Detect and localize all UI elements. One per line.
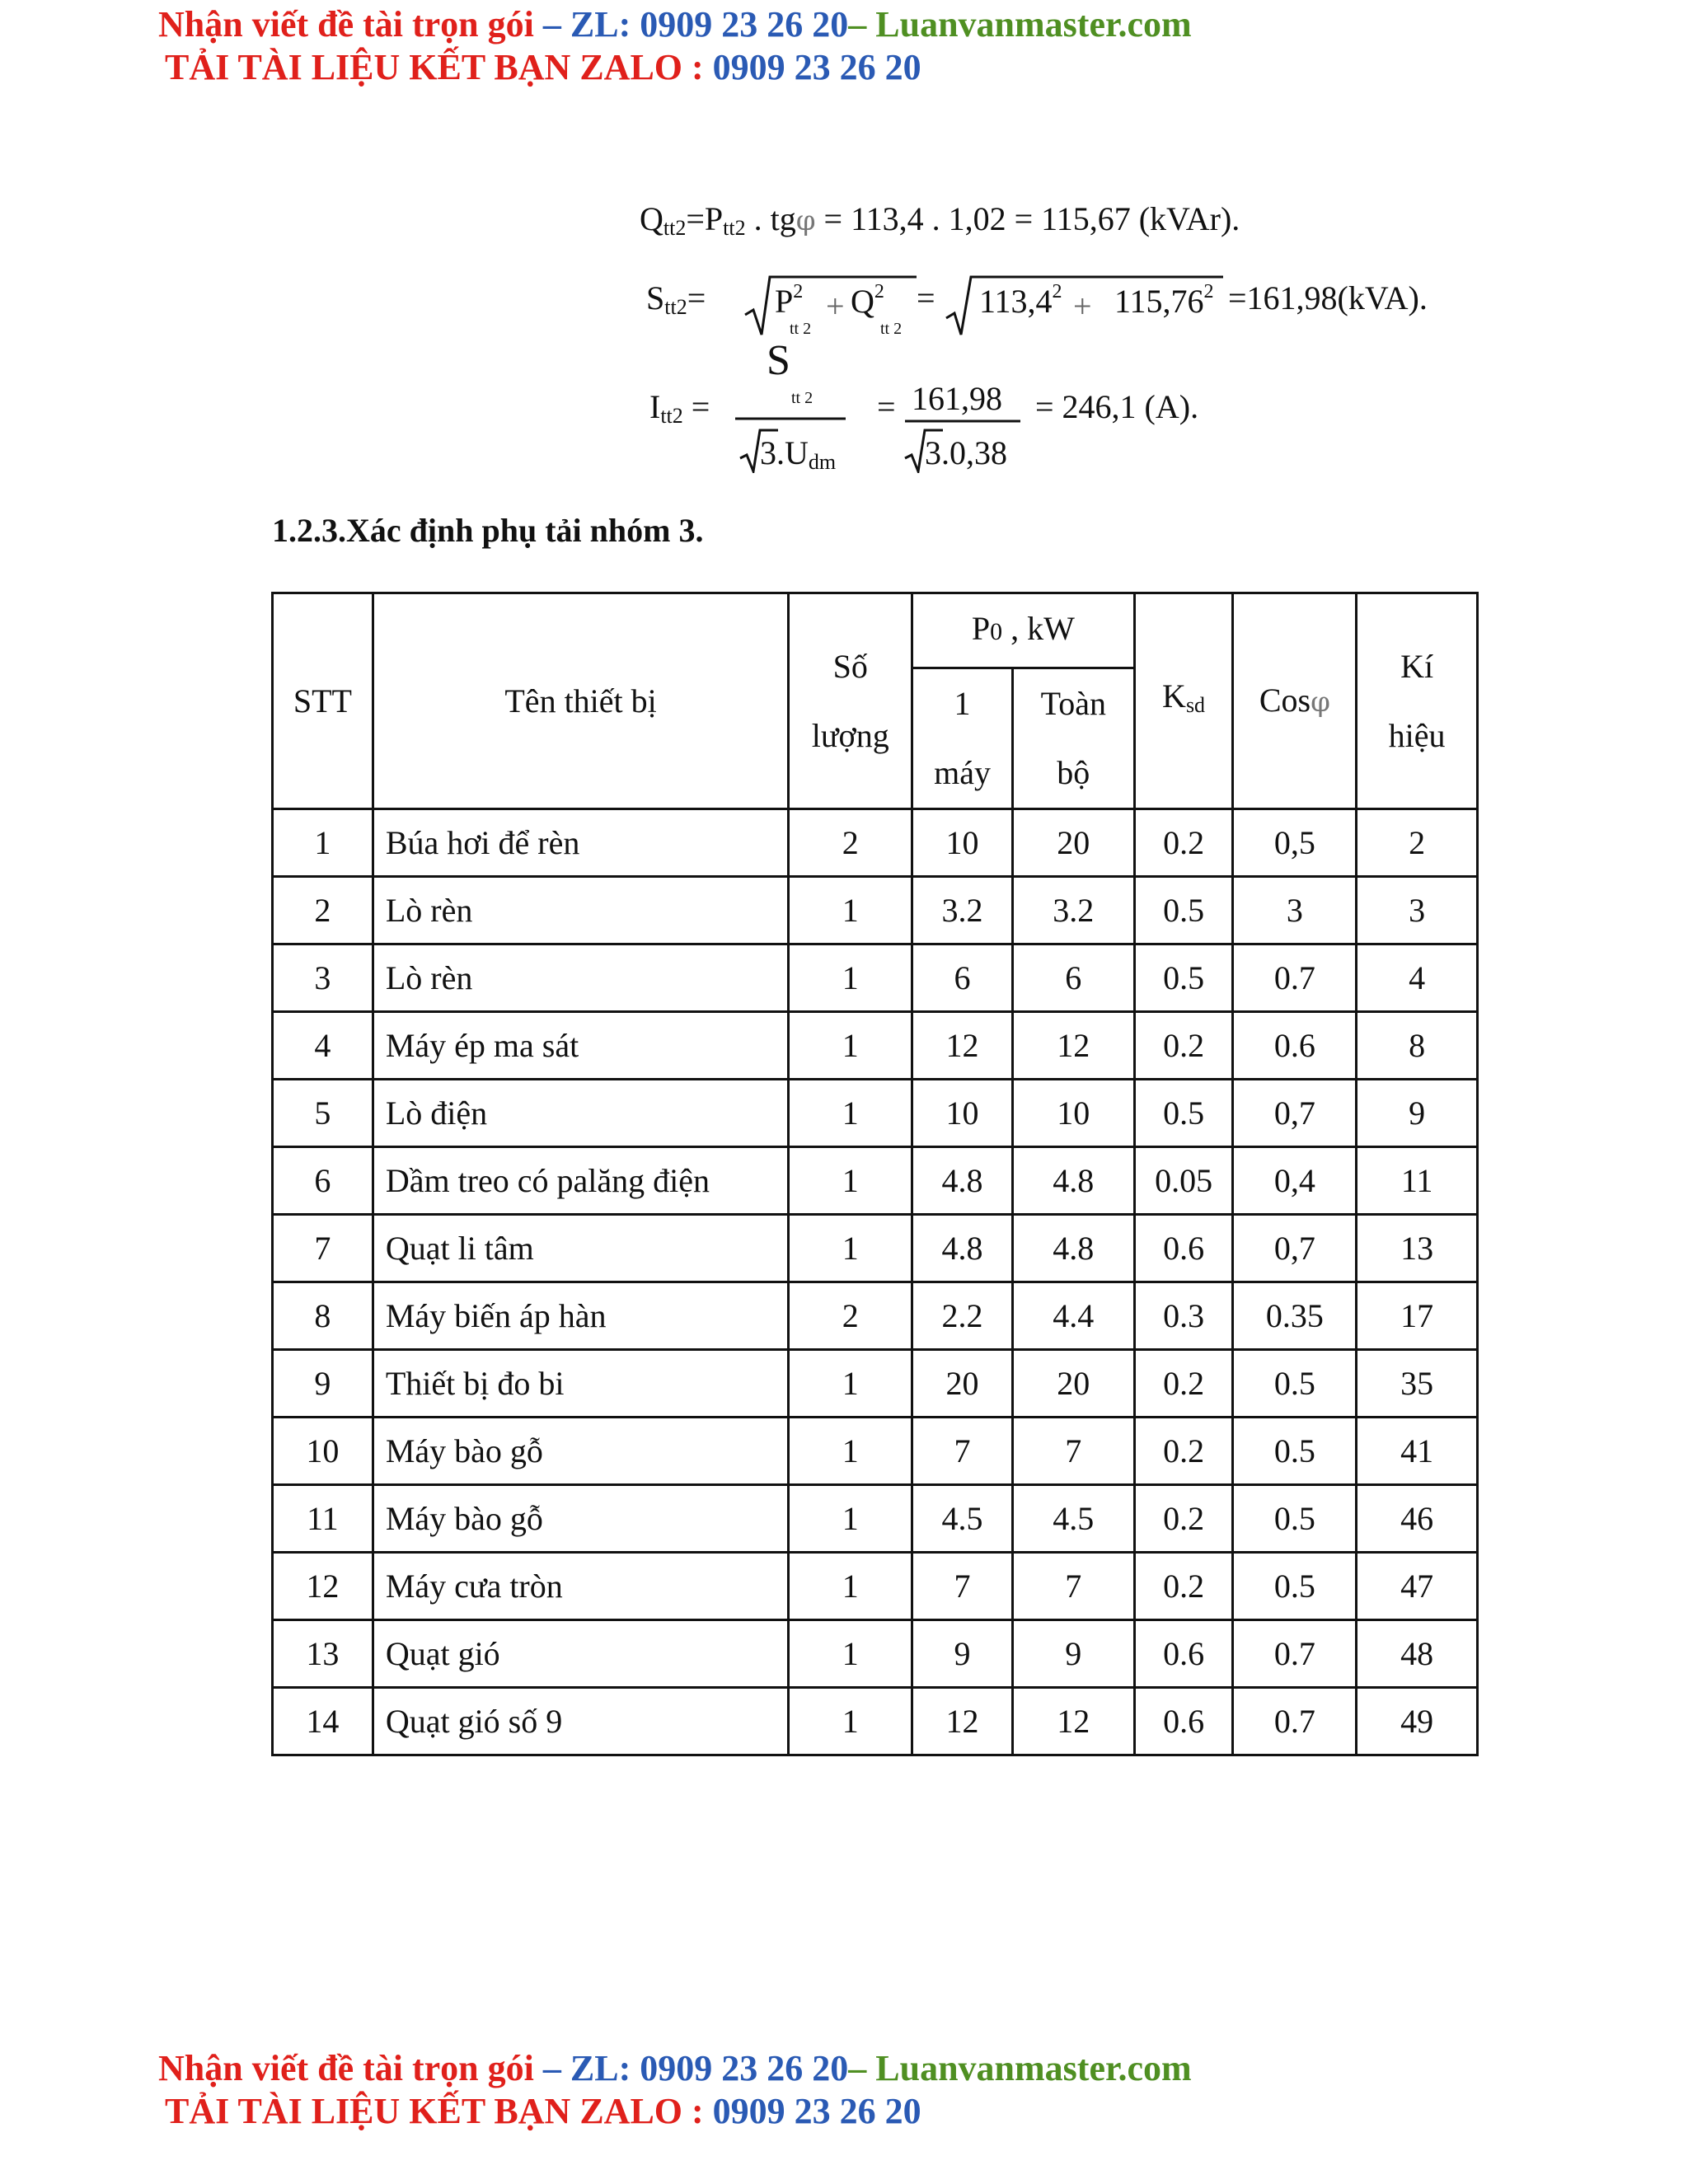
cell-qty: 1 bbox=[789, 1080, 912, 1147]
cell-cos: 0,4 bbox=[1233, 1147, 1357, 1215]
header-stt: STT bbox=[273, 593, 373, 809]
header-power-unit: , kW bbox=[1002, 610, 1075, 647]
s-q: Q bbox=[851, 283, 874, 320]
cell-p1: 12 bbox=[912, 1688, 1013, 1755]
cell-ksd: 0.6 bbox=[1134, 1215, 1233, 1282]
table-row bbox=[273, 1215, 1478, 1282]
cell-qty: 1 bbox=[789, 1688, 912, 1755]
cell-qty: 1 bbox=[789, 1553, 912, 1620]
cell-sym: 49 bbox=[1357, 1688, 1478, 1755]
cell-sym: 46 bbox=[1357, 1485, 1478, 1553]
i-sub: tt2 bbox=[660, 404, 683, 428]
cell-name: Búa hơi để rèn bbox=[373, 809, 789, 877]
footer-download-text: TẢI TÀI LIỆU KẾT BẠN ZALO : bbox=[165, 2091, 704, 2131]
i-den-sub: dm bbox=[808, 450, 837, 474]
cell-sym: 11 bbox=[1357, 1147, 1478, 1215]
s-eq2: = bbox=[917, 279, 935, 316]
formula-q bbox=[640, 200, 1240, 240]
cell-cos: 0,5 bbox=[1233, 809, 1357, 877]
i-den: 3.U bbox=[760, 434, 809, 471]
cell-p1: 9 bbox=[912, 1620, 1013, 1688]
table-row bbox=[273, 1350, 1478, 1418]
q-rest: = 113,4 . 1,02 = 115,67 (kVAr). bbox=[815, 200, 1240, 237]
footer-service-text: Nhận viết đề tài trọn gói bbox=[158, 2048, 534, 2088]
header-service-text: Nhận viết đề tài trọn gói bbox=[158, 4, 534, 45]
cell-name: Máy bào gỗ bbox=[373, 1485, 789, 1553]
cell-name: Dầm treo có palăng điện bbox=[373, 1147, 789, 1215]
header-quantity-line2: lượng bbox=[811, 716, 889, 754]
header-total-line1: Toàn bbox=[1040, 685, 1106, 722]
equipment-table bbox=[271, 592, 1479, 1756]
cell-cos: 0.6 bbox=[1233, 1012, 1357, 1080]
cell-ksd: 0.05 bbox=[1134, 1147, 1233, 1215]
cell-sym: 3 bbox=[1357, 877, 1478, 944]
header-banner-line2 bbox=[165, 49, 921, 86]
header-ksd bbox=[1134, 593, 1233, 809]
cell-pall: 4.8 bbox=[1012, 1147, 1134, 1215]
cell-pall: 7 bbox=[1012, 1418, 1134, 1485]
cell-ksd: 0.2 bbox=[1134, 809, 1233, 877]
cell-p1: 10 bbox=[912, 1080, 1013, 1147]
cell-p1: 20 bbox=[912, 1350, 1013, 1418]
cell-cos: 0.5 bbox=[1233, 1418, 1357, 1485]
i-numerator-2: 161,98 bbox=[912, 380, 1002, 417]
cell-stt: 13 bbox=[273, 1620, 373, 1688]
cell-p1: 6 bbox=[912, 944, 1013, 1012]
cell-p1: 10 bbox=[912, 809, 1013, 877]
cell-pall: 20 bbox=[1012, 1350, 1134, 1418]
s-plus-2: + bbox=[1073, 288, 1092, 325]
i-eq: = bbox=[682, 388, 710, 425]
table-row bbox=[273, 1080, 1478, 1147]
header-total bbox=[1012, 668, 1134, 809]
header-symbol bbox=[1357, 593, 1478, 809]
footer-phone-text: 0909 23 26 20 bbox=[703, 2091, 921, 2131]
header-zalo-text: – ZL: 0909 23 26 20 bbox=[533, 4, 849, 45]
i-result: = 246,1 (A). bbox=[1035, 388, 1199, 425]
header-website-text: – Luanvanmaster.com bbox=[848, 4, 1192, 45]
cell-sym: 2 bbox=[1357, 809, 1478, 877]
header-download-text: TẢI TÀI LIỆU KẾT BẠN ZALO : bbox=[165, 47, 704, 87]
cell-qty: 2 bbox=[789, 1282, 912, 1350]
cell-cos: 0.5 bbox=[1233, 1485, 1357, 1553]
cell-ksd: 0.5 bbox=[1134, 877, 1233, 944]
cell-sym: 47 bbox=[1357, 1553, 1478, 1620]
table-row bbox=[273, 809, 1478, 877]
cell-qty: 1 bbox=[789, 944, 912, 1012]
cell-stt: 2 bbox=[273, 877, 373, 944]
q-eq: =P bbox=[686, 200, 724, 237]
cell-sym: 9 bbox=[1357, 1080, 1478, 1147]
cell-stt: 5 bbox=[273, 1080, 373, 1147]
cell-ksd: 0.6 bbox=[1134, 1688, 1233, 1755]
table-row bbox=[273, 1147, 1478, 1215]
cell-cos: 0.7 bbox=[1233, 1620, 1357, 1688]
cell-qty: 1 bbox=[789, 1418, 912, 1485]
cell-sym: 41 bbox=[1357, 1418, 1478, 1485]
fraction-bar-2 bbox=[903, 419, 1024, 424]
cell-stt: 7 bbox=[273, 1215, 373, 1282]
q-tg: . tg bbox=[745, 200, 796, 237]
cell-cos: 0.5 bbox=[1233, 1350, 1357, 1418]
cell-pall: 3.2 bbox=[1012, 877, 1134, 944]
table-row bbox=[273, 1688, 1478, 1755]
cell-qty: 1 bbox=[789, 1215, 912, 1282]
table-row bbox=[273, 1012, 1478, 1080]
cell-qty: 2 bbox=[789, 809, 912, 877]
header-phone-text: 0909 23 26 20 bbox=[703, 47, 921, 87]
footer-website-text: – Luanvanmaster.com bbox=[848, 2048, 1192, 2088]
cell-name: Quạt gió bbox=[373, 1620, 789, 1688]
header-power bbox=[912, 593, 1135, 668]
cell-qty: 1 bbox=[789, 1012, 912, 1080]
cell-pall: 4.8 bbox=[1012, 1215, 1134, 1282]
s-q-tt: tt 2 bbox=[880, 320, 903, 338]
s-p: P bbox=[775, 283, 794, 320]
cell-cos: 0.7 bbox=[1233, 1688, 1357, 1755]
cell-pall: 4.5 bbox=[1012, 1485, 1134, 1553]
footer-zalo-text: – ZL: 0909 23 26 20 bbox=[533, 2048, 849, 2088]
s-p-sq: 2 bbox=[793, 281, 804, 302]
table-row bbox=[273, 1418, 1478, 1485]
header-banner-line1 bbox=[158, 4, 1192, 45]
table-row bbox=[273, 1485, 1478, 1553]
cell-pall: 7 bbox=[1012, 1553, 1134, 1620]
cell-p1: 3.2 bbox=[912, 877, 1013, 944]
cell-stt: 10 bbox=[273, 1418, 373, 1485]
header-one-line1: 1 bbox=[954, 685, 971, 722]
s-sub: tt2 bbox=[664, 295, 687, 319]
cell-p1: 7 bbox=[912, 1553, 1013, 1620]
table-row bbox=[273, 1620, 1478, 1688]
cell-sym: 35 bbox=[1357, 1350, 1478, 1418]
header-cos bbox=[1233, 593, 1357, 809]
cell-stt: 8 bbox=[273, 1282, 373, 1350]
cell-stt: 3 bbox=[273, 944, 373, 1012]
cell-pall: 6 bbox=[1012, 944, 1134, 1012]
table-row bbox=[273, 1553, 1478, 1620]
footer-banner-line2 bbox=[165, 2093, 921, 2130]
i-denominator bbox=[760, 434, 837, 474]
s-result: =161,98(kVA). bbox=[1228, 279, 1428, 316]
cell-stt: 6 bbox=[273, 1147, 373, 1215]
cell-pall: 4.4 bbox=[1012, 1282, 1134, 1350]
s-radicand-2 bbox=[979, 282, 1062, 318]
cell-stt: 14 bbox=[273, 1688, 373, 1755]
s-q-block bbox=[851, 282, 884, 318]
header-symbol-line1: Kí bbox=[1400, 647, 1434, 685]
s-v2-block bbox=[1114, 282, 1214, 318]
phi-symbol-header: φ bbox=[1311, 685, 1330, 719]
cell-qty: 1 bbox=[789, 877, 912, 944]
cell-ksd: 0.3 bbox=[1134, 1282, 1233, 1350]
cell-qty: 1 bbox=[789, 1620, 912, 1688]
header-symbol-line2: hiệu bbox=[1388, 716, 1446, 754]
header-power-p: P bbox=[971, 610, 991, 647]
cell-cos: 0.5 bbox=[1233, 1553, 1357, 1620]
cell-sym: 13 bbox=[1357, 1215, 1478, 1282]
i-label: I bbox=[649, 388, 661, 425]
s-radicand-1 bbox=[775, 282, 803, 318]
i-denominator-2: 3.0,38 bbox=[925, 434, 1007, 471]
cell-stt: 4 bbox=[273, 1012, 373, 1080]
cell-cos: 0.7 bbox=[1233, 944, 1357, 1012]
cell-p1: 7 bbox=[912, 1418, 1013, 1485]
s-p-tt: tt 2 bbox=[790, 320, 812, 338]
cell-cos: 0,7 bbox=[1233, 1215, 1357, 1282]
cell-stt: 1 bbox=[273, 809, 373, 877]
cell-ksd: 0.5 bbox=[1134, 1080, 1233, 1147]
header-one-line2: máy bbox=[934, 754, 991, 791]
cell-ksd: 0.2 bbox=[1134, 1350, 1233, 1418]
i-eq2: = bbox=[877, 388, 896, 425]
cell-ksd: 0.5 bbox=[1134, 944, 1233, 1012]
s-q-sq: 2 bbox=[874, 281, 884, 302]
cell-name: Lò rèn bbox=[373, 877, 789, 944]
cell-p1: 4.8 bbox=[912, 1215, 1013, 1282]
header-total-line2: bộ bbox=[1057, 754, 1090, 791]
q-sub: tt2 bbox=[663, 216, 687, 240]
q-p-sub: tt2 bbox=[723, 216, 746, 240]
phi-symbol: φ bbox=[795, 204, 816, 237]
cell-pall: 9 bbox=[1012, 1620, 1134, 1688]
cell-qty: 1 bbox=[789, 1350, 912, 1418]
cell-pall: 12 bbox=[1012, 1688, 1134, 1755]
table-row bbox=[273, 1282, 1478, 1350]
cell-name: Máy biến áp hàn bbox=[373, 1282, 789, 1350]
header-device-name: Tên thiết bị bbox=[373, 593, 789, 809]
cell-name: Máy bào gỗ bbox=[373, 1418, 789, 1485]
cell-name: Quạt li tâm bbox=[373, 1215, 789, 1282]
cell-sym: 17 bbox=[1357, 1282, 1478, 1350]
section-heading: 1.2.3.Xác định phụ tải nhóm 3. bbox=[272, 512, 704, 549]
cell-name: Máy ép ma sát bbox=[373, 1012, 789, 1080]
cell-cos: 3 bbox=[1233, 877, 1357, 944]
cell-pall: 12 bbox=[1012, 1012, 1134, 1080]
cell-sym: 4 bbox=[1357, 944, 1478, 1012]
cell-ksd: 0.2 bbox=[1134, 1485, 1233, 1553]
header-quantity bbox=[789, 593, 912, 809]
header-ksd-k: K bbox=[1162, 677, 1186, 715]
cell-name: Quạt gió số 9 bbox=[373, 1688, 789, 1755]
cell-name: Lò rèn bbox=[373, 944, 789, 1012]
header-cos-text: Cos bbox=[1259, 681, 1311, 719]
s-v1: 113,4 bbox=[979, 283, 1053, 320]
i-numerator: S bbox=[767, 337, 790, 384]
cell-pall: 20 bbox=[1012, 809, 1134, 877]
fraction-bar-1 bbox=[734, 416, 849, 421]
s-v1-sq: 2 bbox=[1052, 281, 1062, 302]
formula-s-label bbox=[646, 279, 706, 319]
s-eq: = bbox=[687, 279, 706, 316]
header-one-machine bbox=[912, 668, 1013, 809]
cell-ksd: 0.6 bbox=[1134, 1620, 1233, 1688]
table-row bbox=[273, 877, 1478, 944]
cell-sym: 8 bbox=[1357, 1012, 1478, 1080]
header-quantity-line1: Số bbox=[832, 647, 868, 685]
header-power-sub: 0 bbox=[990, 618, 1003, 645]
cell-ksd: 0.2 bbox=[1134, 1418, 1233, 1485]
cell-ksd: 0.2 bbox=[1134, 1012, 1233, 1080]
cell-sym: 48 bbox=[1357, 1620, 1478, 1688]
cell-stt: 11 bbox=[273, 1485, 373, 1553]
cell-p1: 4.8 bbox=[912, 1147, 1013, 1215]
cell-qty: 1 bbox=[789, 1485, 912, 1553]
s-v2: 115,76 bbox=[1114, 283, 1204, 320]
cell-stt: 9 bbox=[273, 1350, 373, 1418]
s-label: S bbox=[646, 279, 665, 316]
i-numerator-sub: tt 2 bbox=[791, 389, 814, 407]
s-v2-sq: 2 bbox=[1203, 281, 1214, 302]
cell-p1: 4.5 bbox=[912, 1485, 1013, 1553]
cell-cos: 0.35 bbox=[1233, 1282, 1357, 1350]
table-row bbox=[273, 944, 1478, 1012]
footer-banner-line1 bbox=[158, 2050, 1192, 2087]
cell-p1: 12 bbox=[912, 1012, 1013, 1080]
s-plus-1: + bbox=[826, 288, 845, 325]
cell-qty: 1 bbox=[789, 1147, 912, 1215]
header-ksd-sub: sd bbox=[1185, 693, 1206, 717]
cell-pall: 10 bbox=[1012, 1080, 1134, 1147]
cell-p1: 2.2 bbox=[912, 1282, 1013, 1350]
cell-cos: 0,7 bbox=[1233, 1080, 1357, 1147]
cell-name: Máy cưa tròn bbox=[373, 1553, 789, 1620]
formula-i-label bbox=[649, 388, 710, 428]
cell-stt: 12 bbox=[273, 1553, 373, 1620]
cell-name: Thiết bị đo bi bbox=[373, 1350, 789, 1418]
cell-name: Lò điện bbox=[373, 1080, 789, 1147]
cell-ksd: 0.2 bbox=[1134, 1553, 1233, 1620]
q-label: Q bbox=[640, 200, 663, 237]
